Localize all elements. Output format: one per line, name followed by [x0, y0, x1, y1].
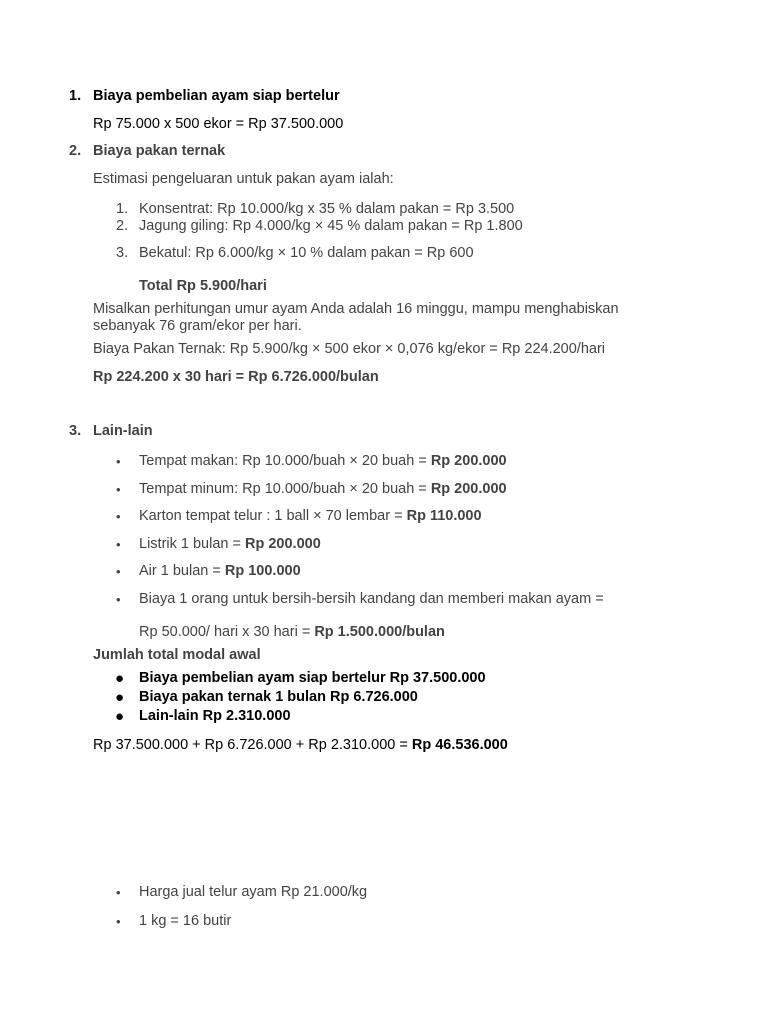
bullet-icon: •	[116, 454, 121, 469]
feed-item-number: 3.	[116, 245, 129, 261]
feed-paragraph-line-2: sebanyak 76 gram/ekor per hari.	[93, 318, 302, 334]
bullet-icon: •	[116, 509, 121, 524]
summary-heading: Jumlah total modal awal	[93, 647, 261, 663]
bullet-icon: ●	[115, 708, 125, 725]
feed-item-jagung: Jagung giling: Rp 4.000/kg × 45 % dalam pakan = Rp 1.800	[139, 218, 523, 234]
summary-item-ayam: Biaya pembelian ayam siap bertelur Rp 37.500.000	[139, 670, 486, 686]
sales-kg-conversion: 1 kg = 16 butir	[139, 913, 232, 929]
other-cost-tempat-minum: Tempat minum: Rp 10.000/buah × 20 buah = Rp 200.000	[139, 481, 507, 497]
sales-egg-price: Harga jual telur ayam Rp 21.000/kg	[139, 884, 368, 900]
bullet-icon: •	[116, 885, 121, 900]
feed-item-bekatul: Bekatul: Rp 6.000/kg × 10 % dalam pakan = Rp 600	[139, 245, 474, 261]
feed-paragraph-line-1: Misalkan perhitungan umur ayam Anda adalah 16 minggu, mampu menghabiskan	[93, 301, 619, 317]
bullet-icon: •	[116, 564, 121, 579]
feed-cost-per-month: Rp 224.200 x 30 hari = Rp 6.726.000/bulan	[93, 369, 379, 385]
bullet-icon: •	[116, 537, 121, 552]
section-1-calculation: Rp 75.000 x 500 ekor = Rp 37.500.000	[93, 116, 344, 132]
section-3-number: 3.	[69, 423, 82, 439]
other-cost-tempat-makan: Tempat makan: Rp 10.000/buah × 20 buah = Rp 200.000	[139, 453, 507, 469]
bullet-icon: ●	[115, 670, 125, 687]
summary-total: Rp 37.500.000 + Rp 6.726.000 + Rp 2.310.000 = Rp 46.536.000	[93, 737, 508, 753]
section-2-heading: Biaya pakan ternak	[93, 143, 226, 159]
section-2-number: 2.	[69, 143, 82, 159]
bullet-icon: •	[116, 482, 121, 497]
section-2-intro: Estimasi pengeluaran untuk pakan ayam ialah:	[93, 171, 394, 187]
section-3-heading: Lain-lain	[93, 423, 153, 439]
worker-cost-continuation: Rp 50.000/ hari x 30 hari = Rp 1.500.000/bulan	[139, 624, 445, 640]
section-1-heading: Biaya pembelian ayam siap bertelur	[93, 88, 340, 104]
bullet-icon: •	[116, 592, 121, 607]
other-cost-air: Air 1 bulan = Rp 100.000	[139, 563, 301, 579]
feed-item-number: 1.	[116, 201, 129, 217]
feed-item-konsentrat: Konsentrat: Rp 10.000/kg x 35 % dalam pakan = Rp 3.500	[139, 201, 515, 217]
summary-item-lain: Lain-lain Rp 2.310.000	[139, 708, 291, 724]
other-cost-worker: Biaya 1 orang untuk bersih-bersih kandang dan memberi makan ayam =	[139, 591, 604, 607]
summary-item-pakan: Biaya pakan ternak 1 bulan Rp 6.726.000	[139, 689, 418, 705]
bullet-icon: ●	[115, 689, 125, 706]
other-cost-listrik: Listrik 1 bulan = Rp 200.000	[139, 536, 321, 552]
section-1-number: 1.	[69, 88, 82, 104]
feed-total-per-day: Total Rp 5.900/hari	[139, 278, 267, 294]
feed-item-number: 2.	[116, 218, 129, 234]
other-cost-karton: Karton tempat telur : 1 ball × 70 lembar = Rp 110.000	[139, 508, 482, 524]
feed-cost-per-day: Biaya Pakan Ternak: Rp 5.900/kg × 500 ekor × 0,076 kg/ekor = Rp 224.200/hari	[93, 341, 606, 357]
bullet-icon: •	[116, 914, 121, 929]
